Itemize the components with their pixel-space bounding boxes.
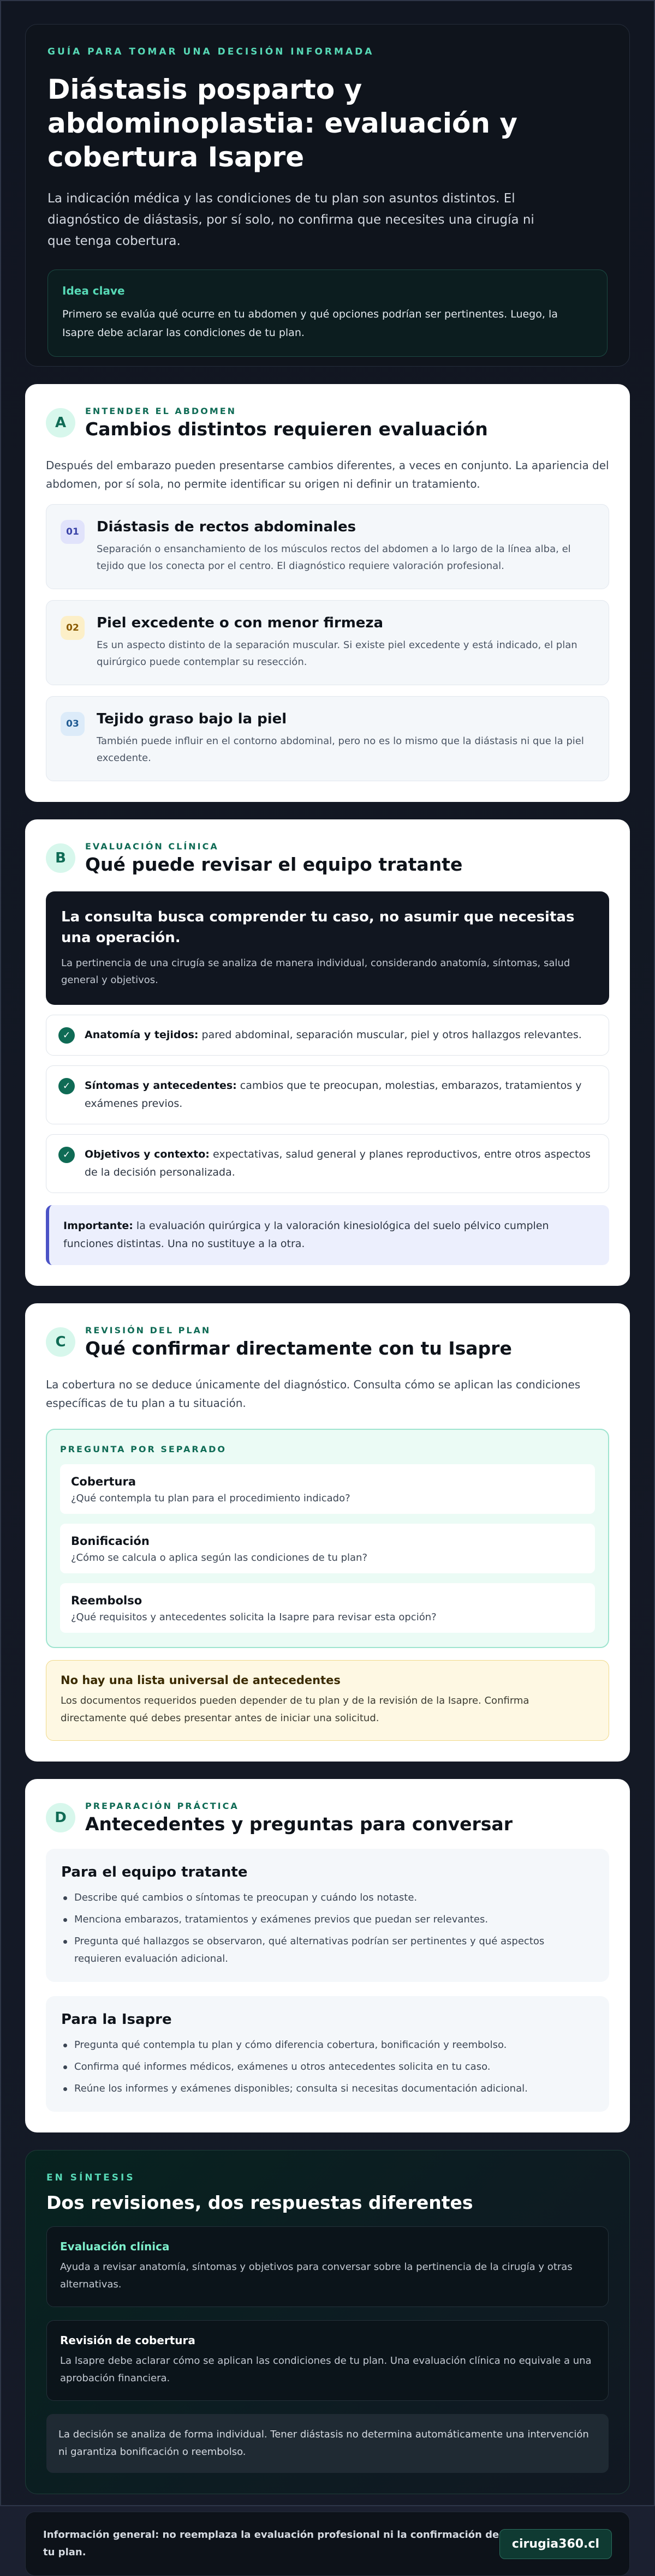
section-a [25,384,630,802]
list-title: Para la Isapre [61,2011,172,2028]
item-number: 03 [61,712,85,736]
question-item [60,1583,595,1633]
synthesis-clinical-box [46,2226,609,2307]
review-item-label: Objetivos y contexto: [85,1148,210,1160]
section-b-header [46,841,609,875]
review-item-text: Objetivos y contexto: expectativas, salud general y planes reproductivos, entre otros aspectos de la decisión personalizada. [85,1148,591,1178]
abdomen-change-item [46,504,609,589]
section-d-badge: D [46,1803,75,1832]
question-text: ¿Cómo se calcula o aplica según las condiciones de tu plan? [71,1552,368,1563]
review-item-text: Síntomas y antecedentes: cambios que te preocupan, molestias, embarazos, tratamientos y exámenes previos. [85,1080,582,1110]
important-note: Importante: la evaluación quirúrgica y la valoración kinesiológica del suelo pélvico cumplen funciones distintas. Una no sustituye a la otra. [46,1205,609,1265]
section-a-intro: Después del embarazo pueden presentarse cambios diferentes, a veces en conjunto. La apariencia del abdomen, por sí sola, no permite identificar su origen ni definir un tratamiento. [46,459,609,490]
section-b [25,819,630,1286]
synthesis-coverage-box [46,2320,609,2401]
list-item: Reúne los informes y exámenes disponibles; consulta si necesitas documentación adicional. [61,2080,594,2098]
list-item: Pregunta qué hallazgos se observaron, qué alternativas podrían ser pertinentes y qué aspectos requieren evaluación adicional. [61,1933,594,1968]
question-title: Cobertura [71,1475,136,1488]
section-c [25,1303,630,1762]
section-a-badge: A [46,408,75,438]
key-idea-text: Primero se evalúa qué ocurre en tu abdomen y qué opciones podrían ser pertinentes. Luego, la Isapre debe aclarar las condiciones de tu plan. [62,308,558,339]
synthesis-final-note: La decisión se analiza de forma individual. Tener diástasis no determina automáticamente una intervención ni garantiza bonificación o reembolso. [46,2414,609,2473]
section-d-eyebrow: PREPARACIÓN PRÁCTICA [85,1801,239,1811]
list-item: Describe qué cambios o síntomas te preocupan y cuándo los notaste. [61,1889,594,1907]
hero-lead: La indicación médica y las condiciones de tu plan son asuntos distintos. El diagnóstico de diástasis, por sí solo, no confirma que necesites una cirugía ni que tenga cobertura. [47,191,534,248]
section-b-eyebrow: EVALUACIÓN CLÍNICA [85,841,219,852]
list-item: Menciona embarazos, tratamientos y exámenes previos que puedan ser relevantes. [61,1911,594,1928]
warning-title: No hay una lista universal de antecedentes [61,1674,341,1687]
section-d-title: Antecedentes y preguntas para conversar [85,1813,513,1835]
questions-box [46,1429,609,1648]
item-text: También puede influir en el contorno abdominal, pero no es lo mismo que la diástasis ni que la piel excedente. [97,735,584,764]
team-questions-list [46,1849,609,1982]
section-d-header [46,1801,609,1835]
question-item [60,1524,595,1573]
section-c-badge: C [46,1327,75,1357]
footer-disclaimer: Información general: no reemplaza la evaluación profesional ni la confirmación de tu plan. [43,2529,499,2558]
section-b-title: Qué puede revisar el equipo tratante [85,854,463,875]
review-item [46,1015,609,1056]
section-a-title: Cambios distintos requieren evaluación [85,418,488,440]
item-number: 02 [61,616,85,640]
section-c-header [46,1325,609,1359]
question-title: Bonificación [71,1535,150,1548]
item-title: Tejido graso bajo la piel [97,711,287,727]
item-number: 01 [61,520,85,544]
review-item-label: Anatomía y tejidos: [85,1029,199,1041]
question-item [60,1464,595,1514]
item-title: Diástasis de rectos abdominales [97,519,356,535]
section-a-eyebrow: ENTENDER EL ABDOMEN [85,406,237,416]
consultation-text: La pertinencia de una cirugía se analiza de manera individual, considerando anatomía, síntomas, salud general y objetivos. [61,957,570,986]
questions-eyebrow: PREGUNTA POR SEPARADO [60,1444,227,1454]
check-icon: ✓ [58,1078,75,1094]
synthesis-box-title: Evaluación clínica [60,2240,170,2253]
review-item-text: Anatomía y tejidos: pared abdominal, separación muscular, piel y otros hallazgos relevantes. [85,1029,582,1041]
list-title: Para el equipo tratante [61,1864,248,1880]
important-label: Importante: [63,1220,133,1232]
section-d [25,1779,630,2132]
section-c-title: Qué confirmar directamente con tu Isapre [85,1338,512,1359]
hero-eyebrow: GUÍA PARA TOMAR UNA DECISIÓN INFORMADA [47,46,374,57]
question-text: ¿Qué requisitos y antecedentes solicita la Isapre para revisar esta opción? [71,1612,437,1623]
synthesis-box-text: La Isapre debe aclarar cómo se aplican las condiciones de tu plan. Una evaluación clínica no equivale a una aprobación financiera. [60,2355,592,2384]
site-link[interactable]: cirugia360.cl [499,2529,612,2559]
hero [25,24,630,367]
item-text: Es un aspecto distinto de la separación muscular. Si existe piel excedente y está indicado, el plan quirúrgico puede contemplar su resección. [97,639,577,668]
abdomen-change-item [46,600,609,685]
synthesis-box-text: Ayuda a revisar anatomía, síntomas y objetivos para conversar sobre la pertinencia de la cirugía y otras alternativas. [60,2261,573,2290]
section-c-intro: La cobertura no se deduce únicamente del diagnóstico. Consulta cómo se aplican las condiciones específicas de tu plan a tu situación. [46,1378,581,1410]
page-title: Diástasis posparto y abdominoplastia: evaluación y cobertura Isapre [47,74,517,173]
question-title: Reembolso [71,1594,142,1607]
synthesis-box-title: Revisión de cobertura [60,2334,195,2347]
synthesis-title: Dos revisiones, dos respuestas diferentes [46,2192,473,2213]
section-b-badge: B [46,843,75,873]
review-item [46,1065,609,1124]
check-icon: ✓ [58,1027,75,1044]
warning-box [46,1660,609,1741]
item-text: Separación o ensanchamiento de los músculos rectos del abdomen a lo largo de la línea alba, el tejido que los conecta por el centro. El diagnóstico requiere valoración profesional. [97,543,571,572]
isapre-questions-list [46,1996,609,2112]
warning-text: Los documentos requeridos pueden depender de tu plan y de la revisión de la Isapre. Confirma directamente qué debes presentar antes de iniciar una solicitud. [61,1695,529,1724]
list-item: Pregunta qué contempla tu plan y cómo diferencia cobertura, bonificación y reembolso. [61,2036,594,2054]
synthesis [25,2150,630,2494]
review-item-label: Síntomas y antecedentes: [85,1080,237,1092]
consultation-title: La consulta busca comprender tu caso, no asumir que necesitas una operación. [61,909,575,946]
check-icon: ✓ [58,1147,75,1163]
synthesis-eyebrow: EN SÍNTESIS [46,2172,135,2183]
key-idea-box [47,269,608,357]
key-idea-title: Idea clave [62,284,125,297]
consultation-box [46,891,609,1005]
item-title: Piel excedente o con menor firmeza [97,615,384,631]
question-text: ¿Qué contempla tu plan para el procedimiento indicado? [71,1493,350,1504]
list-item: Confirma qué informes médicos, exámenes u otros antecedentes solicita en tu caso. [61,2058,594,2076]
section-c-eyebrow: REVISIÓN DEL PLAN [85,1325,211,1335]
review-item [46,1134,609,1193]
section-a-header [46,406,609,440]
abdomen-change-item [46,696,609,781]
footer [25,2512,630,2576]
